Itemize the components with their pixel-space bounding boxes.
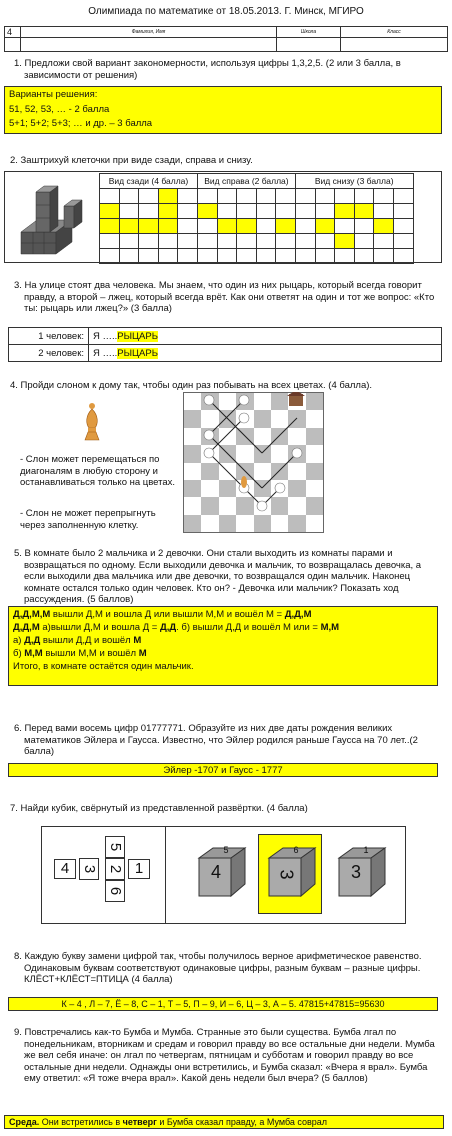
bishop-icon [80,400,104,444]
flower-icon [257,501,267,511]
q6-answer: Эйлер -1707 и Гаусс - 1777 [8,763,438,777]
bishop-piece-icon [241,476,247,488]
right-view-label: Вид справа (2 балла) [197,174,295,189]
q5-text: 5. В комнате было 2 мальчика и 2 девочки. Они стали выходить из комнаты парами и возвращаться по одному. Если выходили девочка и мальчик, то возвращалась девочка, а если выходили два мальчика или две девочки, то возвращался один мальчик. Наконец комнате остался только один человек. Кто он? - Девочка или мальчик? Показать ход рассуждения. (5 баллов) [14,548,422,605]
q1-text: 1. Предложи свой вариант закономерности, используя цифры 1,3,2,5. (2 или 3 балла, в зависимости от решения) [14,58,401,81]
cube-3-front: 3 [350,862,361,882]
q8-answer: К – 4 , Л – 7, Ё – 8, С – 1, Т – 5, П – 9, И – 6, Ц – 3, А – 5. 47815+47815=95630 [8,997,438,1011]
cube-2-top: 6 [293,845,299,855]
grid-row [100,189,414,204]
bottom-view-label: Вид снизу (3 балла) [295,174,413,189]
q3-text: 3. На улице стоят два человека. Мы знаем, что один из них рыцарь, который всегда говорит правду, а второй – лжец, который всегда врёт. Как они ответят на один и тот же вопрос: «Кто ты: рыцарь или лжец?» (3 балла) [14,280,435,314]
person-2-label: 2 человек: [9,345,89,362]
q3-answer-table [8,327,442,362]
school-field[interactable] [277,38,341,52]
q1-answer-2: 5+1; 5+2; 5+3; … и др. – 3 балла [9,118,153,129]
cube-option-3[interactable] [333,844,389,904]
person-1-label: 1 человек: [9,328,89,345]
cube-option-2[interactable] [263,844,319,904]
net-face: 6 [105,880,125,902]
q1-answer-box [4,86,442,134]
q9-text: 9. Повстречались как-то Бумба и Мумба. Странные это были существа. Бумба лгал по понедельникам, вторникам и средам и говорил правду во все остальные дни недели. Мумба же вел себя иначе: он лгал по четвергам, пятницам и субботам и говорил правду во все остальные дни недели. Однажды они встретились, и Бумба сказал: «Вчера я врал». Бумба ему ответил: «Я тоже вчера врал». Какой день недели был вчера? (5 баллов) [14,1027,435,1084]
cube-1-front: 4 [210,862,221,882]
q1-answer-title: Варианты решения: [9,89,98,100]
grade-cell: 4 [5,27,21,38]
q8-text: 8. Каждую букву замени цифрой так, чтобы получилось верное арифметическое равенство. Одинаковым буквам соответствуют одинаковые цифры, разным буквам – разные цифры. КЛЁСТ+КЛЁСТ=ПТИЦА (4 балла) [14,951,422,985]
cube-1-top: 5 [223,845,229,855]
person-2-prefix: Я ….. [93,347,118,359]
grid-row [100,204,414,219]
flower-icon [204,430,214,440]
cube-figure [16,184,90,258]
q4-rule-1: - Слон может перемещаться по диагоналям в любую сторону и останавливаться только на цветах. [20,454,176,488]
flower-icon [292,448,302,458]
name-field[interactable] [21,38,277,52]
grid-row [100,219,414,234]
person-2-answer: РЫЦАРЬ [117,347,158,359]
page-title: Олимпиада по математике от 18.05.2013. Г. Минск, МГИРО [88,6,364,17]
cube-net [54,837,154,915]
q9-answer: Среда. Они встретились в четверг и Бумба сказал правду, а Мумба соврал [4,1115,444,1129]
back-view-label: Вид сзади (4 балла) [100,174,198,189]
q5-line-3: а) Д,Д вышли Д,Д и вошёл М [13,635,142,646]
q6-text: 6. Перед вами восемь цифр 01777771. Образуйте из них две даты рождения великих математиков Эйлера и Гаусса. Известно, что Эйлер родился раньше Гаусса на 70 лет..(2 балла) [14,723,418,757]
grid-row [100,249,414,264]
net-face: 5 [105,836,125,858]
school-label: Школа [277,27,341,38]
cube-2-front: 3 [276,869,297,880]
person-1-prefix: Я ….. [93,330,118,342]
net-face: 2 [105,858,125,880]
flower-icon [275,483,285,493]
net-face: 1 [128,859,150,879]
grid-row [100,234,414,249]
q2-grid [99,173,414,264]
person-1-answer: РЫЦАРЬ [117,330,158,342]
q7-text: 7. Найди кубик, свёрнутый из представленной развёртки. (4 балла) [10,803,308,814]
net-face: 4 [54,859,76,879]
q4-text: 4. Пройди слоном к дому так, чтобы один раз побывать на всех цветах. (4 балла). [10,380,373,391]
q2-text: 2. Заштрихуй клеточки при виде сзади, справа и снизу. [10,155,253,166]
q5-answer-box [8,606,438,686]
class-field[interactable] [341,38,448,52]
flower-icon [204,448,214,458]
flower-icon [204,395,214,405]
header-table [4,26,448,52]
q1-answer-1: 51, 52, 53, … - 2 балла [9,103,110,115]
flower-icon [239,395,249,405]
flower-icon [239,413,249,423]
q5-line-5: Итого, в комнате остаётся один мальчик. [13,661,194,672]
q5-line-2: Д,Д,М а)вышли Д,М и вошла Д = Д,Д. б) вышли Д,Д и вошёл М или = М,М [13,622,340,633]
bishop-path [183,392,324,533]
cube-option-1[interactable] [193,844,249,904]
q5-line-4: б) М,М вышли М,М и вошёл М [13,648,147,659]
q4-rule-2: - Слон не может перепрыгнуть через заполненную клетку. [20,508,156,531]
name-label: Фамилия, Имя [21,27,277,38]
net-face: 3 [79,858,99,880]
class-label: Класс [341,27,448,38]
q5-line-1: Д,Д,М,М вышли Д,М и вошла Д или вышли М,М и вошёл М = Д,Д,М [13,609,312,620]
cube-3-top: 1 [363,845,369,855]
